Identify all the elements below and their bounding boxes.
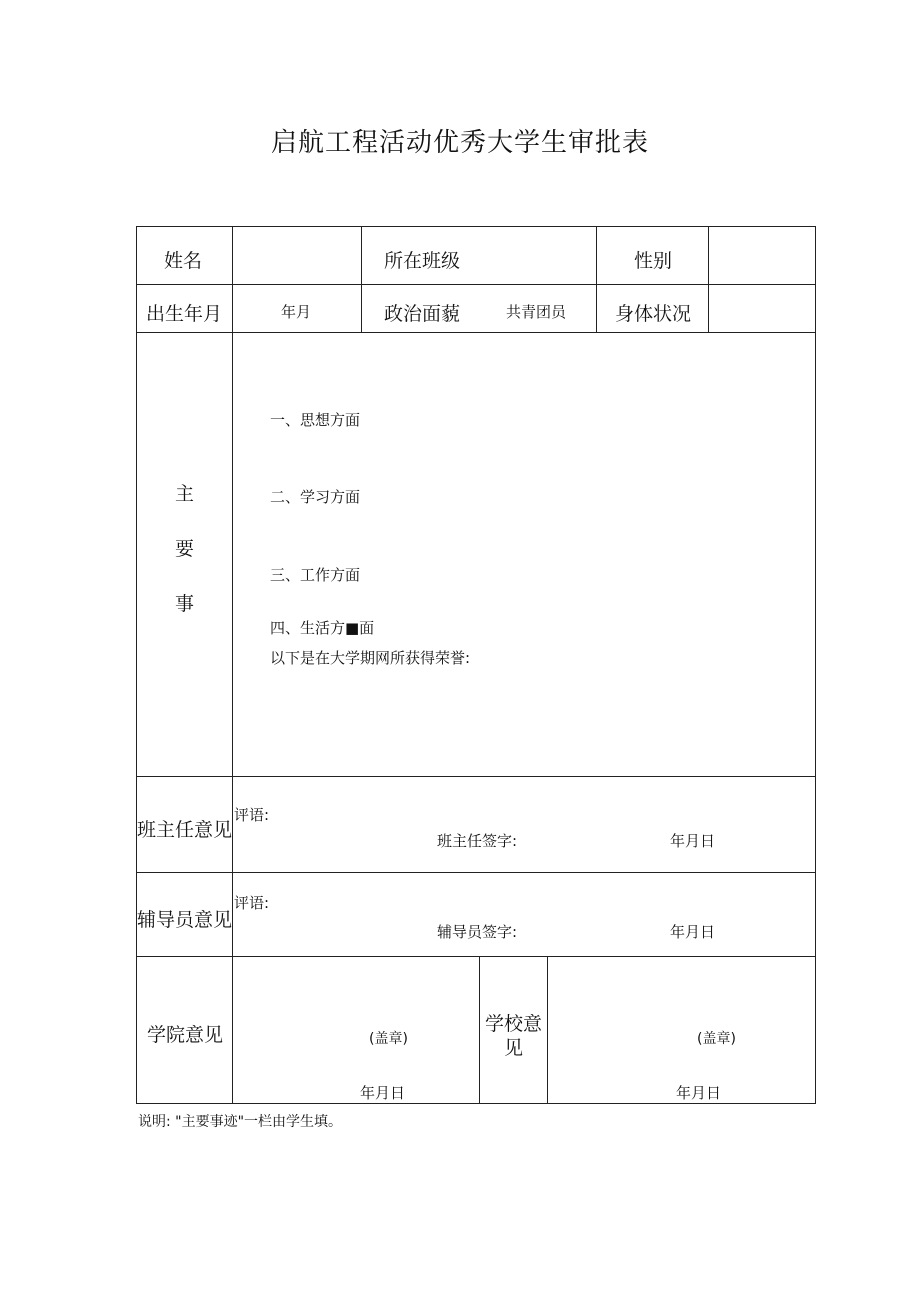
name-label: 姓名	[164, 250, 203, 272]
deeds-field[interactable]	[233, 333, 815, 776]
deeds-item-study: 二、学习方面	[270, 488, 361, 506]
birth-value[interactable]: 年月	[281, 303, 312, 321]
college-seal: (盖章)	[369, 1031, 408, 1047]
health-label: 身体状况	[615, 303, 692, 325]
counselor-opinion-label: 辅导员意见	[137, 909, 233, 931]
political-value[interactable]: 共青团员	[506, 303, 567, 321]
counselor-sign-label: 辅导员签字:	[437, 923, 518, 941]
college-date: 年月日	[360, 1084, 406, 1102]
birth-label: 出生年月	[146, 303, 223, 325]
class-field[interactable]	[480, 227, 595, 283]
college-opinion-label: 学院意见	[147, 1024, 224, 1046]
school-opinion-label-line2: 见	[504, 1037, 524, 1059]
deeds-label-char-2: 要	[175, 538, 195, 560]
teacher-date: 年月日	[670, 832, 716, 850]
gender-label: 性别	[634, 250, 673, 272]
political-label: 政治面藐	[384, 303, 461, 325]
counselor-comment-label: 评语:	[234, 894, 270, 912]
class-label: 所在班级	[384, 250, 461, 272]
counselor-date: 年月日	[670, 923, 716, 941]
deeds-honors: 以下是在大学期网所获得荣誉:	[270, 649, 471, 667]
health-field[interactable]	[709, 285, 814, 331]
school-opinion-label-line1: 学校意	[485, 1013, 543, 1035]
deeds-label-char-1: 主	[175, 483, 195, 505]
teacher-opinion-label: 班主任意见	[137, 819, 233, 841]
gender-field[interactable]	[709, 227, 814, 283]
deeds-item-thought: 一、思想方面	[270, 411, 361, 429]
school-date: 年月日	[676, 1084, 722, 1102]
deeds-item-work: 三、工作方面	[270, 566, 361, 584]
page-title: 启航工程活动优秀大学生审批表	[270, 128, 649, 158]
name-field[interactable]	[233, 227, 360, 283]
school-seal: (盖章)	[697, 1031, 736, 1047]
teacher-sign-label: 班主任签字:	[437, 832, 518, 850]
footer-note: 说明: "主要事迹"一栏由学生填。	[138, 1114, 343, 1130]
teacher-comment-label: 评语:	[234, 806, 270, 824]
deeds-item-life: 四、生活方■面	[270, 619, 375, 637]
deeds-label-char-3: 事	[175, 593, 195, 615]
